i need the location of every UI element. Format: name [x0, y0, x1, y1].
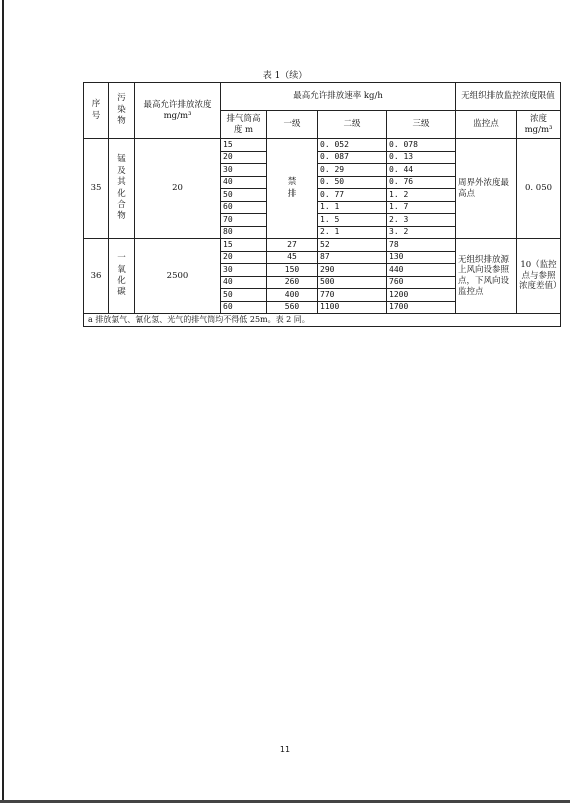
- table-row: [84, 239, 561, 252]
- concentration-cell: 10（监控点与参照浓度差值）: [517, 239, 561, 314]
- stack-height-cell: 60: [221, 301, 267, 314]
- stack-height-cell: 40: [221, 276, 267, 289]
- stack-height-cell: 60: [221, 201, 267, 214]
- seq-cell: 36: [84, 239, 109, 314]
- pollutant-cell: 锰及其化合物: [109, 139, 135, 239]
- grade2-cell: 52: [318, 239, 387, 252]
- grade3-cell: 78: [387, 239, 456, 252]
- grade2-cell: 290: [318, 264, 387, 277]
- grade1-banned-cell: 禁排: [267, 139, 318, 239]
- monitor-point-cell: 无组织排放源上风向设参照点，下风向设监控点: [456, 239, 517, 314]
- header-monitor-point: 监控点: [456, 111, 517, 139]
- grade2-cell: 0. 087: [318, 151, 387, 164]
- grade3-cell: 0. 44: [387, 164, 456, 177]
- header-max-rate: 最高允许排放速率 kg/h: [221, 83, 456, 111]
- max-conc-cell: 2500: [135, 239, 221, 314]
- grade3-cell: 0. 078: [387, 139, 456, 152]
- grade3-cell: 2. 3: [387, 214, 456, 227]
- header-seq: 序号: [84, 83, 109, 139]
- header-grade2: 二级: [318, 111, 387, 139]
- concentration-cell: 0. 050: [517, 139, 561, 239]
- seq-cell: 35: [84, 139, 109, 239]
- grade2-cell: 500: [318, 276, 387, 289]
- stack-height-cell: 30: [221, 264, 267, 277]
- stack-height-cell: 50: [221, 189, 267, 202]
- grade2-cell: 0. 29: [318, 164, 387, 177]
- grade1-cell: 560: [267, 301, 318, 314]
- stack-height-cell: 80: [221, 226, 267, 239]
- grade3-cell: 440: [387, 264, 456, 277]
- pollutant-cell: 一氧化碳: [109, 239, 135, 314]
- stack-height-cell: 70: [221, 214, 267, 227]
- stack-height-cell: 20: [221, 151, 267, 164]
- grade3-cell: 1700: [387, 301, 456, 314]
- stack-height-cell: 40: [221, 176, 267, 189]
- page-number: 11: [279, 745, 291, 754]
- stack-height-cell: 15: [221, 239, 267, 252]
- grade3-cell: 130: [387, 251, 456, 264]
- header-grade1: 一级: [267, 111, 318, 139]
- header-stack-height: 排气筒高度 m: [221, 111, 267, 139]
- grade2-cell: 1. 5: [318, 214, 387, 227]
- stack-height-cell: 50: [221, 289, 267, 302]
- grade2-cell: 1100: [318, 301, 387, 314]
- grade3-cell: 3. 2: [387, 226, 456, 239]
- monitor-point-cell: 周界外浓度最高点: [456, 139, 517, 239]
- grade3-cell: 1. 7: [387, 201, 456, 214]
- table-caption: 表 1（续）: [262, 71, 308, 81]
- grade1-cell: 45: [267, 251, 318, 264]
- grade2-cell: 2. 1: [318, 226, 387, 239]
- grade3-cell: 1. 2: [387, 189, 456, 202]
- grade2-cell: 0. 77: [318, 189, 387, 202]
- header-max-conc: 最高允许排放浓度 mg/m³: [135, 83, 221, 139]
- grade1-cell: 150: [267, 264, 318, 277]
- grade2-cell: 0. 052: [318, 139, 387, 152]
- grade3-cell: 0. 76: [387, 176, 456, 189]
- grade2-cell: 1. 1: [318, 201, 387, 214]
- grade1-cell: 400: [267, 289, 318, 302]
- max-conc-cell: 20: [135, 139, 221, 239]
- page-left-border: [2, 0, 4, 803]
- grade1-cell: 27: [267, 239, 318, 252]
- table-footnote: a 排放氯气、氰化氢、光气的排气筒均不得低 25m。表 2 同。: [84, 314, 561, 327]
- grade1-cell: 260: [267, 276, 318, 289]
- grade3-cell: 0. 13: [387, 151, 456, 164]
- grade3-cell: 760: [387, 276, 456, 289]
- header-concentration: 浓度 mg/m³: [517, 111, 561, 139]
- header-pollutant: 污染物: [109, 83, 135, 139]
- stack-height-cell: 15: [221, 139, 267, 152]
- grade2-cell: 770: [318, 289, 387, 302]
- header-grade3: 三级: [387, 111, 456, 139]
- table-row: [84, 139, 561, 152]
- grade3-cell: 1200: [387, 289, 456, 302]
- grade2-cell: 0. 50: [318, 176, 387, 189]
- header-unorganized: 无组织排放监控浓度限值: [456, 83, 561, 111]
- grade2-cell: 87: [318, 251, 387, 264]
- emission-standard-table: [83, 82, 561, 327]
- stack-height-cell: 30: [221, 164, 267, 177]
- stack-height-cell: 20: [221, 251, 267, 264]
